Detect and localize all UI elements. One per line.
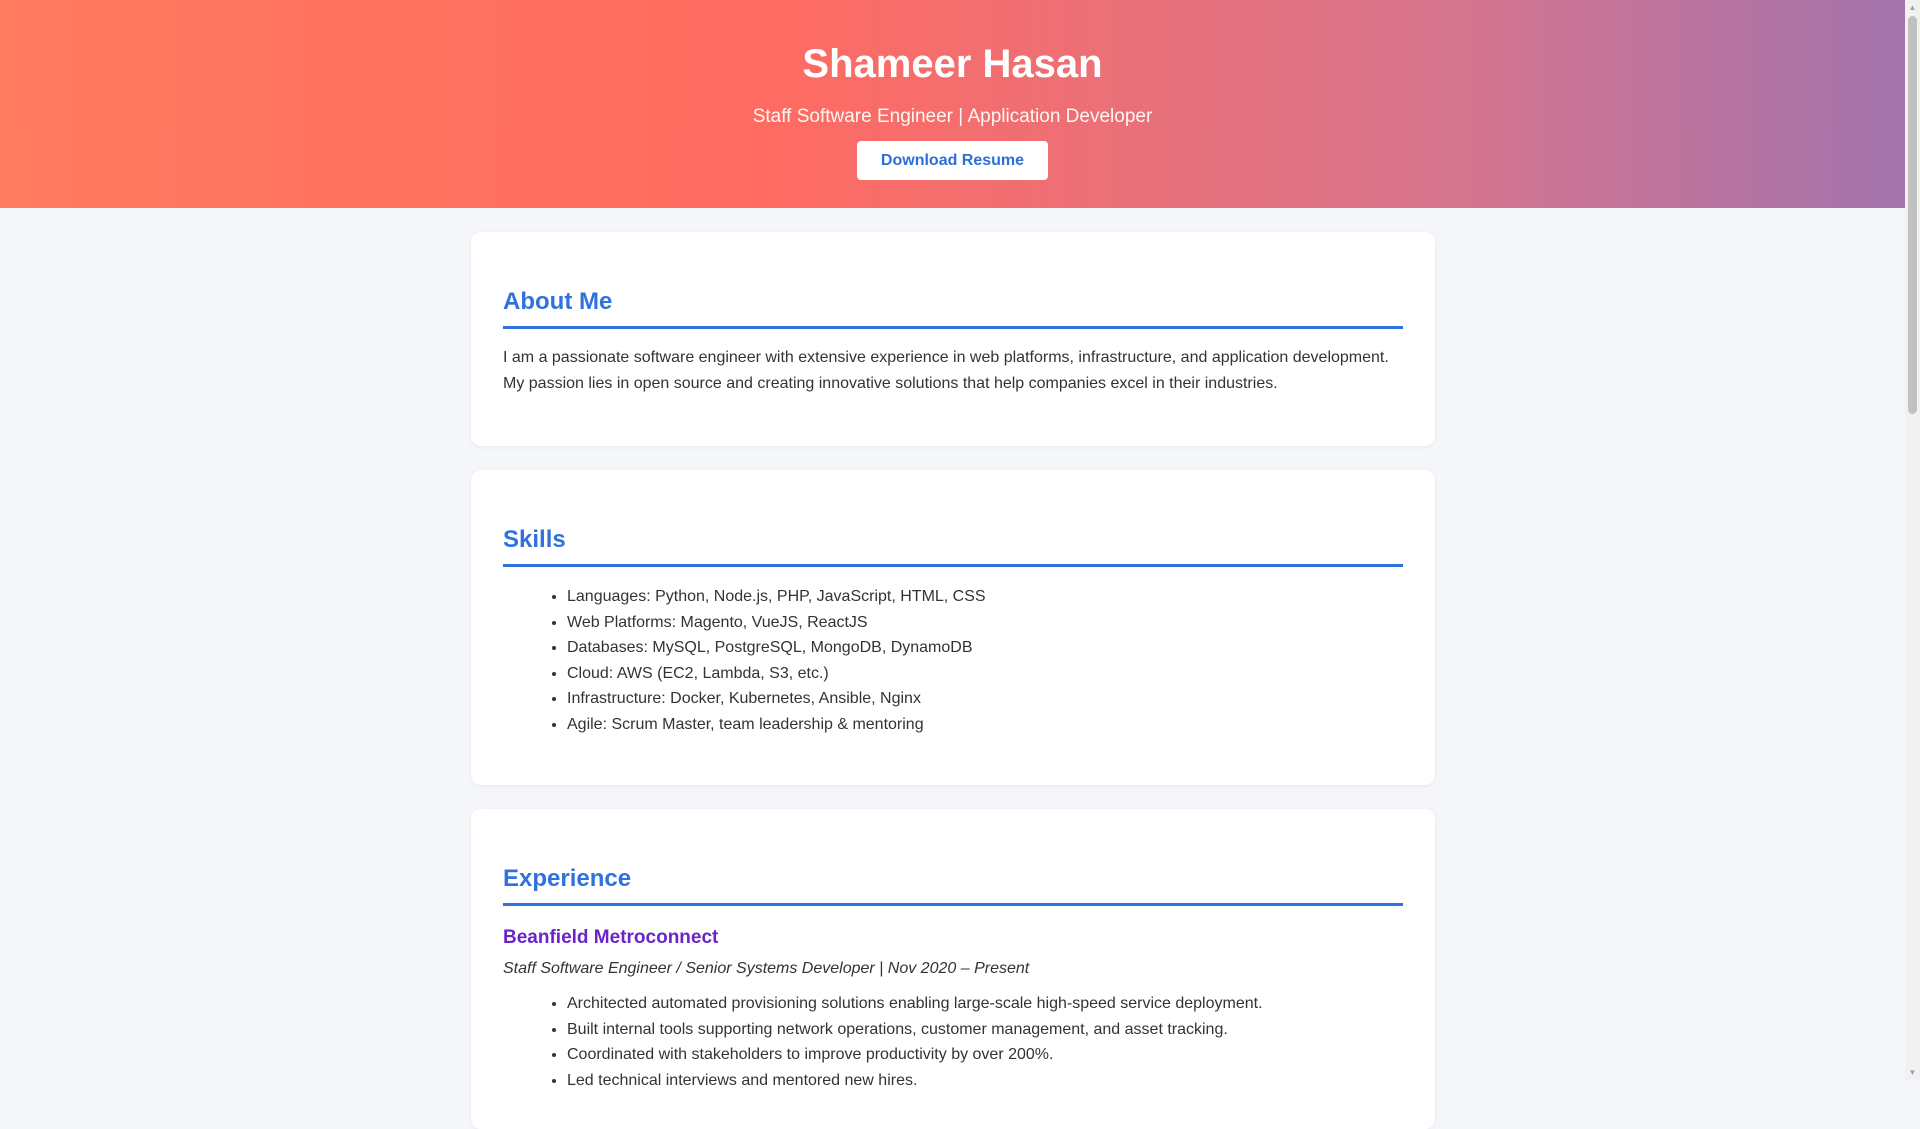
- job-bullets: [503, 991, 1403, 1093]
- list-item: • Coordinated with stakeholders to improve productivity by over 200%.: [567, 1042, 1403, 1068]
- list-item: • Led technical interviews and mentored new hires.: [567, 1068, 1403, 1094]
- download-resume-button[interactable]: Download Resume: [857, 141, 1048, 180]
- scroll-down-arrow-icon[interactable]: ▼: [1908, 1068, 1917, 1077]
- page-title: Shameer Hasan: [802, 42, 1103, 86]
- vertical-scrollbar[interactable]: [1905, 0, 1920, 1080]
- skills-section: [471, 470, 1435, 785]
- skills-list: [503, 584, 1403, 738]
- scroll-up-arrow-icon[interactable]: ▲: [1908, 3, 1917, 12]
- list-item: • Cloud: AWS (EC2, Lambda, S3, etc.): [567, 661, 1403, 687]
- skills-heading: Skills: [503, 526, 1403, 567]
- list-item: • Architected automated provisioning solutions enabling large-scale high-speed service deployment.: [567, 991, 1403, 1017]
- page-subtitle: Staff Software Engineer | Application Developer: [752, 106, 1153, 127]
- about-heading: About Me: [503, 288, 1403, 329]
- list-item: • Web Platforms: Magento, VueJS, ReactJS: [567, 610, 1403, 636]
- list-item: • Databases: MySQL, PostgreSQL, MongoDB, DynamoDB: [567, 635, 1403, 661]
- list-item: • Infrastructure: Docker, Kubernetes, Ansible, Nginx: [567, 686, 1403, 712]
- hero-header: [0, 0, 1905, 208]
- about-text: I am a passionate software engineer with extensive experience in web platforms, infrastructure, and application development. My passion lies in open source and creating innovative solutions that help companies excel in their industries.: [503, 349, 1389, 392]
- list-item: • Agile: Scrum Master, team leadership & mentoring: [567, 712, 1403, 738]
- about-section: [471, 232, 1435, 446]
- list-item: • Built internal tools supporting network operations, customer management, and asset tracking.: [567, 1017, 1403, 1043]
- experience-heading: Experience: [503, 865, 1403, 906]
- scrollbar-thumb[interactable]: [1908, 16, 1917, 414]
- experience-section: [471, 809, 1435, 1129]
- list-item: • Languages: Python, Node.js, PHP, JavaScript, HTML, CSS: [567, 584, 1403, 610]
- job-company: Beanfield Metroconnect: [503, 927, 719, 948]
- job-role: Staff Software Engineer / Senior Systems Developer | Nov 2020 – Present: [503, 960, 1030, 977]
